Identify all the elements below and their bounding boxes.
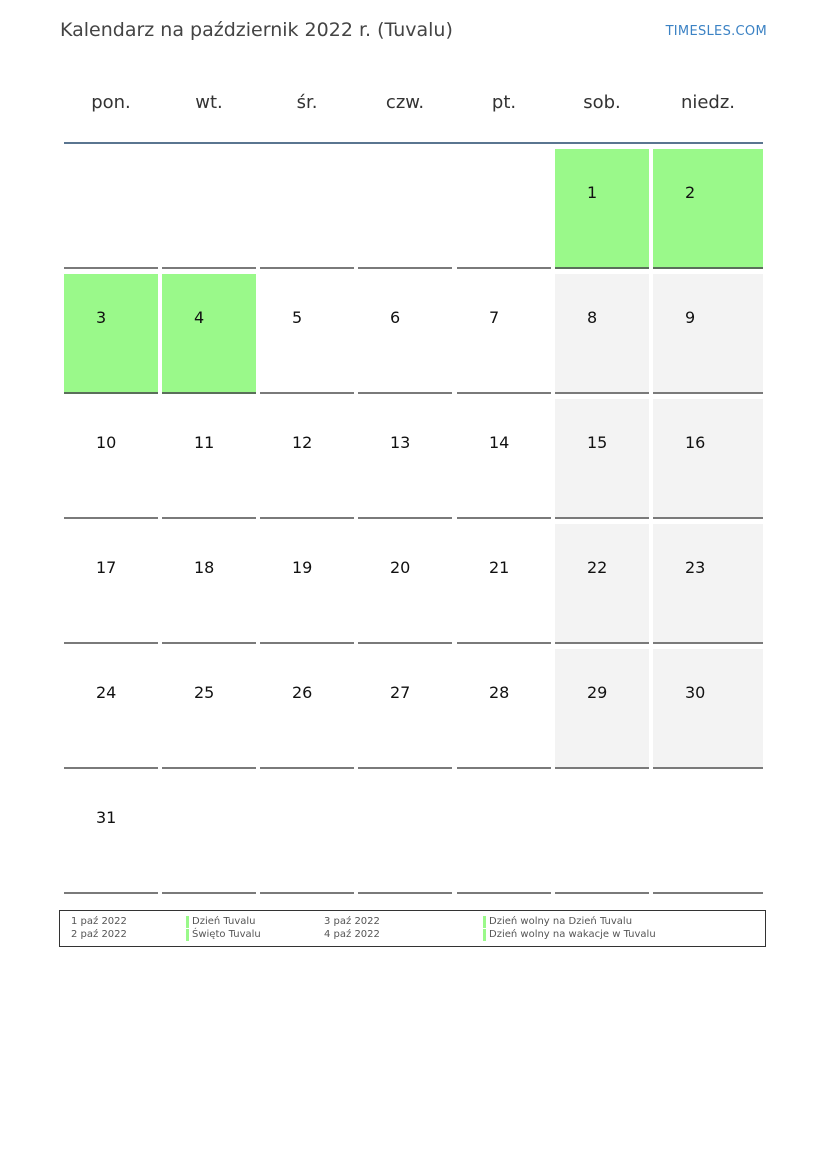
day-number: 7 xyxy=(489,308,500,327)
day-number: 11 xyxy=(194,433,215,452)
day-number: 24 xyxy=(96,683,117,702)
day-cell[interactable] xyxy=(457,524,551,644)
day-cell[interactable] xyxy=(64,399,158,519)
legend-date: 3 paź 2022 xyxy=(324,916,380,927)
day-cell[interactable] xyxy=(555,274,649,394)
day-cell[interactable] xyxy=(64,649,158,769)
holiday-color-marker xyxy=(186,916,189,928)
day-number: 27 xyxy=(390,683,411,702)
empty-day-cell xyxy=(555,774,649,894)
day-number: 12 xyxy=(292,433,313,452)
weekday-label: sob. xyxy=(583,92,621,113)
brand-link[interactable]: TIMESLES.COM xyxy=(665,24,767,39)
day-number: 20 xyxy=(390,558,411,577)
empty-day-cell xyxy=(260,149,354,269)
empty-day-cell xyxy=(64,149,158,269)
day-cell[interactable] xyxy=(162,649,256,769)
empty-day-cell xyxy=(162,149,256,269)
day-cell[interactable] xyxy=(457,649,551,769)
empty-day-cell xyxy=(358,149,452,269)
day-number: 10 xyxy=(96,433,117,452)
day-number: 29 xyxy=(587,683,608,702)
day-cell[interactable] xyxy=(260,399,354,519)
day-cell[interactable] xyxy=(64,524,158,644)
day-number: 28 xyxy=(489,683,510,702)
day-cell[interactable] xyxy=(555,149,649,269)
legend-date: 2 paź 2022 xyxy=(71,929,127,940)
day-cell[interactable] xyxy=(358,274,452,394)
day-cell[interactable] xyxy=(653,149,763,269)
day-number: 31 xyxy=(96,808,117,827)
weekday-label: wt. xyxy=(195,92,223,113)
holiday-legend xyxy=(59,910,766,947)
day-number: 30 xyxy=(685,683,706,702)
day-number: 23 xyxy=(685,558,706,577)
day-cell[interactable] xyxy=(260,649,354,769)
day-number: 25 xyxy=(194,683,215,702)
day-number: 21 xyxy=(489,558,510,577)
empty-day-cell xyxy=(358,774,452,894)
day-number: 16 xyxy=(685,433,706,452)
day-cell[interactable] xyxy=(653,399,763,519)
legend-date: 1 paź 2022 xyxy=(71,916,127,927)
day-cell[interactable] xyxy=(457,399,551,519)
holiday-color-marker xyxy=(483,929,486,941)
day-number: 1 xyxy=(587,183,598,202)
day-cell[interactable] xyxy=(555,649,649,769)
empty-day-cell xyxy=(457,149,551,269)
day-cell[interactable] xyxy=(555,399,649,519)
day-cell[interactable] xyxy=(358,524,452,644)
day-cell[interactable] xyxy=(555,524,649,644)
day-cell[interactable] xyxy=(64,274,158,394)
day-number: 3 xyxy=(96,308,107,327)
weekday-label: pon. xyxy=(91,92,131,113)
day-cell[interactable] xyxy=(162,274,256,394)
legend-date: 4 paź 2022 xyxy=(324,929,380,940)
holiday-color-marker xyxy=(483,916,486,928)
day-number: 22 xyxy=(587,558,608,577)
day-number: 4 xyxy=(194,308,205,327)
day-cell[interactable] xyxy=(64,774,158,894)
weekday-label: pt. xyxy=(491,92,517,113)
day-cell[interactable] xyxy=(260,274,354,394)
day-number: 15 xyxy=(587,433,608,452)
page-title: Kalendarz na październik 2022 r. (Tuvalu) xyxy=(60,19,453,41)
legend-holiday-name: Dzień wolny na wakacje w Tuvalu xyxy=(483,929,656,940)
day-number: 6 xyxy=(390,308,401,327)
day-cell[interactable] xyxy=(653,274,763,394)
day-cell[interactable] xyxy=(358,649,452,769)
weekday-label: czw. xyxy=(385,92,425,113)
day-cell[interactable] xyxy=(457,274,551,394)
day-number: 9 xyxy=(685,308,696,327)
day-cell[interactable] xyxy=(260,524,354,644)
empty-day-cell xyxy=(162,774,256,894)
day-cell[interactable] xyxy=(358,399,452,519)
day-number: 2 xyxy=(685,183,696,202)
empty-day-cell xyxy=(653,774,763,894)
legend-holiday-name: Dzień Tuvalu xyxy=(186,916,256,927)
day-number: 19 xyxy=(292,558,313,577)
day-cell[interactable] xyxy=(162,399,256,519)
day-number: 8 xyxy=(587,308,598,327)
day-cell[interactable] xyxy=(653,649,763,769)
weekday-label: niedz. xyxy=(680,92,736,113)
day-number: 14 xyxy=(489,433,510,452)
empty-day-cell xyxy=(260,774,354,894)
legend-holiday-name: Święto Tuvalu xyxy=(186,929,261,940)
legend-row xyxy=(60,929,765,942)
legend-holiday-name: Dzień wolny na Dzień Tuvalu xyxy=(483,916,632,927)
day-number: 18 xyxy=(194,558,215,577)
day-number: 26 xyxy=(292,683,313,702)
day-number: 13 xyxy=(390,433,411,452)
day-cell[interactable] xyxy=(653,524,763,644)
weekday-label: śr. xyxy=(296,92,318,113)
holiday-color-marker xyxy=(186,929,189,941)
legend-row xyxy=(60,916,765,929)
empty-day-cell xyxy=(457,774,551,894)
day-number: 5 xyxy=(292,308,303,327)
day-cell[interactable] xyxy=(162,524,256,644)
day-number: 17 xyxy=(96,558,117,577)
